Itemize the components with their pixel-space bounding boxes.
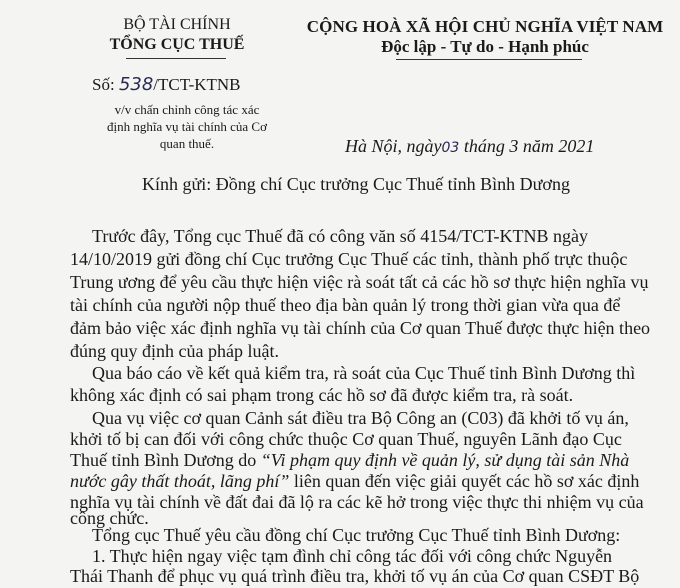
paragraph-1-line: đảm bảo việc xác định nghĩa vụ tài chính của Cơ quan Thuế được thực hiện theo: [70, 318, 651, 338]
national-title: CỘNG HOÀ XÃ HỘI CHỦ NGHĨA VIỆT NAM: [306, 17, 664, 36]
date-place: Hà Nội, ngày: [345, 136, 442, 156]
request-item-1-line: 1. Thực hiện ngay việc tạm đình chỉ công tác đối với công chức Nguyễn: [92, 546, 613, 566]
paragraph-3-line: công chức.: [70, 508, 149, 528]
subject-line-2: định nghĩa vụ tài chính của Cơ: [107, 119, 267, 134]
request-item-1-line: Thái Thanh để phục vụ quá trình điều tra, khởi tố vụ án của Cơ quan CSĐT Bộ: [70, 566, 640, 586]
paragraph-2-line: không xác định có sai phạm trong các hồ sơ đã được kiểm tra, rà soát.: [70, 385, 574, 405]
paragraph-1-line: đúng quy định của pháp luật.: [70, 341, 279, 361]
subject-line-3: quan thuế.: [159, 136, 215, 151]
date-rest: tháng 3 năm 2021: [463, 136, 595, 156]
paragraph-1-line: 14/10/2019 gửi đồng chí Cục trưởng Cục Thuế các tỉnh, thành phố trực thuộc: [70, 249, 628, 269]
document-number-prefix: Số:: [92, 75, 119, 94]
handwritten-day: 03: [441, 140, 460, 156]
greeting: Kính gửi: Đồng chí Cục trưởng Cục Thuế tỉnh Bình Dương: [142, 174, 570, 194]
paragraph-1-line: Trung ương để yêu cầu thực hiện việc rà soát tất cả các hồ sơ thực hiện nghĩa vụ: [70, 272, 649, 292]
document-number: [92, 74, 241, 95]
paragraph-3-quote: nước gây thất thoát, lãng phí”: [70, 471, 290, 491]
national-motto: Độc lập - Tự do - Hạnh phúc: [381, 37, 589, 56]
paragraph-1-line: tài chính của người nộp thuế theo địa bàn quản lý trong thời gian vừa qua để: [70, 295, 621, 315]
paragraph-3-line: [70, 449, 629, 471]
paragraph-3-quote: “Vi phạm quy định về quản lý, sử dụng tài sản Nhà: [260, 450, 630, 470]
request-intro: Tổng cục Thuế yêu cầu đồng chí Cục trưởng Cục Thuế tỉnh Bình Dương:: [92, 525, 621, 545]
handwritten-number: 538: [118, 74, 154, 95]
paragraph-3-line: Qua vụ việc cơ quan Cảnh sát điều tra Bộ Công an (C03) đã khởi tố vụ án,: [92, 408, 629, 428]
department-name: TỔNG CỤC THUẾ: [109, 36, 245, 53]
paragraph-3-line: khởi tố bị can đối với công chức thuộc Cơ quan Thuế, nguyên Lãnh đạo Cục: [70, 429, 622, 449]
issue-date: [345, 136, 594, 157]
header-rule-left: [126, 58, 226, 59]
paragraph-2-line: Qua báo cáo về kết quả kiểm tra, rà soát của Cục Thuế tỉnh Bình Dương thì: [92, 363, 636, 383]
document-number-suffix: /TCT-KTNB: [153, 75, 241, 94]
paragraph-3-line: [70, 470, 639, 492]
subject-line-1: v/v chấn chỉnh công tác xác: [114, 102, 260, 117]
header-rule-right: [396, 59, 582, 60]
paragraph-3-line: nghĩa vụ tài chính về đất đai đã lộ ra các kẽ hở trong việc thực thi nhiệm vụ của: [70, 492, 644, 512]
paragraph-1-line: Trước đây, Tổng cục Thuế đã có công văn số 4154/TCT-KTNB ngày: [92, 226, 589, 246]
ministry-name: BỘ TÀI CHÍNH: [123, 16, 231, 33]
paragraph-3-text: Thuế tỉnh Bình Dương do: [70, 450, 261, 470]
paragraph-3-text: liên quan đến việc giải quyết các hồ sơ xác định: [289, 471, 640, 491]
